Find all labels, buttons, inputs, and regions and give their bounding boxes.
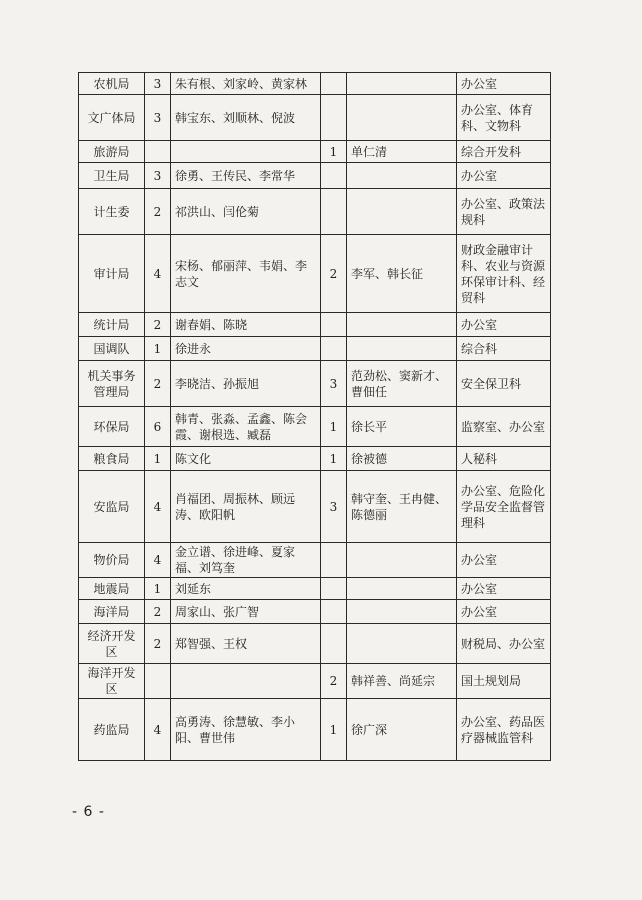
- table-row: [79, 624, 551, 664]
- count1-cell: 1: [145, 578, 171, 600]
- names1-cell: 徐进永: [171, 337, 321, 361]
- office-cell: 办公室: [457, 313, 551, 337]
- dept-cell: 国调队: [79, 337, 145, 361]
- names1-cell: 朱有根、刘家岭、黄家林: [171, 73, 321, 95]
- office-cell: 人秘科: [457, 447, 551, 471]
- names1-cell: 陈文化: [171, 447, 321, 471]
- count1-cell: 2: [145, 313, 171, 337]
- office-cell: 办公室: [457, 543, 551, 578]
- table-row: [79, 600, 551, 624]
- table-row: [79, 313, 551, 337]
- table-row: [79, 73, 551, 95]
- office-cell: 国土规划局: [457, 664, 551, 699]
- names2-cell: 单仁清: [347, 141, 457, 163]
- count2-cell: 1: [321, 699, 347, 761]
- table-row: [79, 664, 551, 699]
- count2-cell: 1: [321, 447, 347, 471]
- count1-cell: 3: [145, 163, 171, 189]
- names1-cell: 肖福团、周振林、顾远涛、欧阳帆: [171, 471, 321, 543]
- names2-cell: [347, 624, 457, 664]
- names2-cell: [347, 578, 457, 600]
- count2-cell: 3: [321, 471, 347, 543]
- dept-cell: 海洋局: [79, 600, 145, 624]
- count1-cell: 4: [145, 543, 171, 578]
- table-row: [79, 95, 551, 141]
- office-cell: 办公室、危险化学品安全监督管理科: [457, 471, 551, 543]
- names2-cell: [347, 543, 457, 578]
- table-row: [79, 235, 551, 313]
- names1-cell: 谢春娟、陈晓: [171, 313, 321, 337]
- dept-cell: 农机局: [79, 73, 145, 95]
- names1-cell: 徐勇、王传民、李常华: [171, 163, 321, 189]
- office-cell: 安全保卫科: [457, 361, 551, 407]
- office-cell: 办公室、药品医疗器械监管科: [457, 699, 551, 761]
- count1-cell: 2: [145, 361, 171, 407]
- count1-cell: 3: [145, 95, 171, 141]
- table-row: [79, 543, 551, 578]
- count2-cell: [321, 189, 347, 235]
- names1-cell: 祁洪山、闫伦菊: [171, 189, 321, 235]
- count2-cell: 1: [321, 407, 347, 447]
- names1-cell: 高勇涛、徐慧敏、李小阳、曹世伟: [171, 699, 321, 761]
- dept-cell: 环保局: [79, 407, 145, 447]
- names2-cell: 范劲松、窦新才、曹佃任: [347, 361, 457, 407]
- office-cell: 办公室、政策法规科: [457, 189, 551, 235]
- table-row: [79, 578, 551, 600]
- dept-cell: 文广体局: [79, 95, 145, 141]
- table-row: [79, 141, 551, 163]
- names2-cell: 徐被德: [347, 447, 457, 471]
- table-row: [79, 189, 551, 235]
- names1-cell: 李晓洁、孙振旭: [171, 361, 321, 407]
- count1-cell: 6: [145, 407, 171, 447]
- dept-cell: 旅游局: [79, 141, 145, 163]
- names1-cell: 周家山、张广智: [171, 600, 321, 624]
- count1-cell: 2: [145, 600, 171, 624]
- names2-cell: [347, 189, 457, 235]
- dept-cell: 审计局: [79, 235, 145, 313]
- table-row: [79, 337, 551, 361]
- dept-cell: 地震局: [79, 578, 145, 600]
- page-number: - 6 -: [72, 804, 105, 820]
- count2-cell: [321, 578, 347, 600]
- dept-cell: 海洋开发区: [79, 664, 145, 699]
- office-cell: 办公室: [457, 73, 551, 95]
- names1-cell: [171, 141, 321, 163]
- dept-cell: 经济开发区: [79, 624, 145, 664]
- dept-cell: 统计局: [79, 313, 145, 337]
- count1-cell: 3: [145, 73, 171, 95]
- count1-cell: [145, 664, 171, 699]
- table-row: [79, 163, 551, 189]
- count2-cell: [321, 624, 347, 664]
- count2-cell: 2: [321, 664, 347, 699]
- names1-cell: 金立谱、徐进峰、夏家福、刘笃奎: [171, 543, 321, 578]
- names1-cell: 郑智强、王权: [171, 624, 321, 664]
- names2-cell: 韩守奎、王冉健、陈德丽: [347, 471, 457, 543]
- count2-cell: [321, 313, 347, 337]
- office-cell: 监察室、办公室: [457, 407, 551, 447]
- table-row: [79, 447, 551, 471]
- names2-cell: 李军、韩长征: [347, 235, 457, 313]
- count2-cell: [321, 543, 347, 578]
- count1-cell: 1: [145, 337, 171, 361]
- names2-cell: 徐长平: [347, 407, 457, 447]
- office-cell: 办公室: [457, 163, 551, 189]
- table-row: [79, 699, 551, 761]
- office-cell: 办公室、体育科、文物科: [457, 95, 551, 141]
- count1-cell: 4: [145, 699, 171, 761]
- names2-cell: [347, 73, 457, 95]
- count2-cell: [321, 95, 347, 141]
- count2-cell: 3: [321, 361, 347, 407]
- count1-cell: 4: [145, 235, 171, 313]
- names2-cell: [347, 163, 457, 189]
- names1-cell: 韩宝东、刘顺林、倪波: [171, 95, 321, 141]
- count1-cell: 1: [145, 447, 171, 471]
- office-cell: 财税局、办公室: [457, 624, 551, 664]
- dept-cell: 粮食局: [79, 447, 145, 471]
- dept-cell: 机关事务管理局: [79, 361, 145, 407]
- count2-cell: 1: [321, 141, 347, 163]
- count2-cell: 2: [321, 235, 347, 313]
- table-row: [79, 471, 551, 543]
- dept-cell: 计生委: [79, 189, 145, 235]
- count2-cell: [321, 600, 347, 624]
- dept-cell: 物价局: [79, 543, 145, 578]
- count1-cell: [145, 141, 171, 163]
- names2-cell: [347, 337, 457, 361]
- count1-cell: 2: [145, 189, 171, 235]
- office-cell: 综合科: [457, 337, 551, 361]
- names2-cell: 韩祥善、尚延宗: [347, 664, 457, 699]
- names2-cell: [347, 95, 457, 141]
- dept-cell: 卫生局: [79, 163, 145, 189]
- office-cell: 综合开发科: [457, 141, 551, 163]
- roster-body: [79, 73, 551, 761]
- table-row: [79, 407, 551, 447]
- names2-cell: [347, 600, 457, 624]
- roster-table: [78, 72, 551, 761]
- count2-cell: [321, 73, 347, 95]
- names1-cell: [171, 664, 321, 699]
- dept-cell: 药监局: [79, 699, 145, 761]
- table-row: [79, 361, 551, 407]
- count1-cell: 2: [145, 624, 171, 664]
- dept-cell: 安监局: [79, 471, 145, 543]
- names1-cell: 宋杨、郁丽萍、韦娟、李志文: [171, 235, 321, 313]
- names1-cell: 刘延东: [171, 578, 321, 600]
- count1-cell: 4: [145, 471, 171, 543]
- office-cell: 财政金融审计科、农业与资源环保审计科、经贸科: [457, 235, 551, 313]
- names1-cell: 韩青、张淼、孟鑫、陈会霞、谢根选、臧磊: [171, 407, 321, 447]
- count2-cell: [321, 163, 347, 189]
- count2-cell: [321, 337, 347, 361]
- names2-cell: [347, 313, 457, 337]
- office-cell: 办公室: [457, 600, 551, 624]
- names2-cell: 徐广深: [347, 699, 457, 761]
- office-cell: 办公室: [457, 578, 551, 600]
